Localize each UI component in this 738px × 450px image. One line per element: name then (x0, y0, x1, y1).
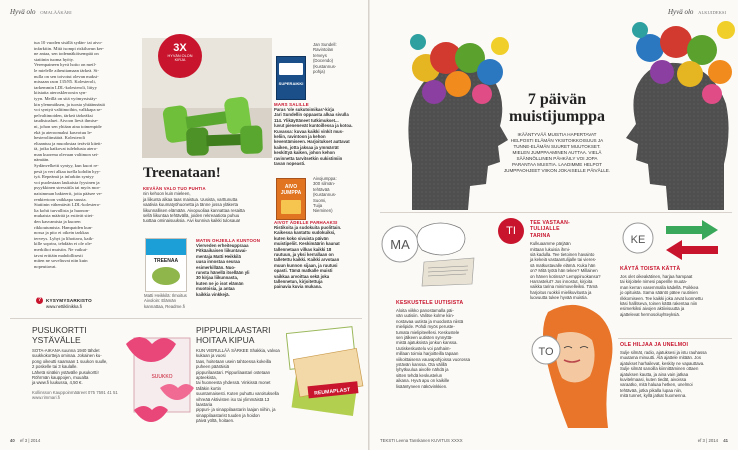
book-cover-aivojumppa (276, 178, 306, 220)
section-subname: ALKUIDEKSI (698, 10, 726, 15)
quote-text-line: mentaja Matti Heikkilä (196, 253, 241, 259)
exercise-headline: Treenataan! (143, 165, 221, 181)
ke-label: KE (630, 234, 646, 246)
book1-text (274, 102, 366, 166)
ma-text-line: vän uutisiin. Valitse kolme kiin- (396, 313, 455, 319)
kiss-url[interactable]: www.rimmari.fi (32, 395, 60, 401)
intro-text-line: voi puolestaan laukaista fyysinen ja (34, 179, 100, 185)
ti-text-line: harjoitus ruokkii mielikuvitusta ja (530, 289, 592, 295)
memory-title-2: muistijumppa (508, 108, 606, 125)
ma-text-line: sitten tehdä keskustelun (396, 372, 443, 378)
plaster-illustration (286, 324, 366, 424)
item1-title: MARS SALILLE (274, 102, 309, 107)
ma-text-line: nostavaa uutista ja muodosta niistä (396, 318, 464, 324)
exercise-text-line: liikunnallisen elämään. Aivopuoliaa kannattaa resaitta (143, 207, 245, 213)
signature-url[interactable]: www.nettiklinikka.fi (46, 304, 82, 309)
intro-text-line: rikkoutumista. Hampaiden kun- (34, 224, 93, 230)
pepper-text-line: tai huoneesta yhdessä. Vinkissä monet tälläkin kortin (196, 380, 271, 391)
item2-text-line: muun kunnon sijaan, ja ruutusi (274, 262, 338, 268)
ke-text-line: Jos olet oikeakätinen, harjaa hampaat (620, 274, 693, 279)
intro-text-line: nämään. (34, 157, 50, 163)
book-cover-treenaa (145, 238, 187, 292)
kiss-text-line: Röhrmän kauppojen, muualta (32, 375, 89, 381)
to-illustration (528, 304, 618, 440)
intro-text-line: man kuorena olevaan valtimon sei- (34, 151, 99, 157)
ti-text-line: mittaan lukuisia ihmi- (530, 246, 571, 252)
pepper-text-line: taas, hoitetaan usein tahtoessa kokeilla puheen pääräisiä (196, 358, 272, 370)
to-text-line: ajatukset harhailevat, keskity ne vapauttava. (620, 360, 705, 366)
section-header-left (10, 8, 72, 16)
to-text-line: varaatko, mitä haluaa hetken, unelmoi (620, 382, 693, 388)
item1-text-line: Kuvassa: kuvaa kaikki vinkit mus- (274, 128, 344, 134)
ma-text-line: tumata mielipiteellesi. Keskustele (396, 329, 460, 335)
item2-text-line: tallennetaan vilkas kaikki 18 (274, 246, 332, 252)
ke-title: KÄYTÄ TOISTA KÄTTÄ (620, 266, 681, 272)
quote-text-line: Vierveden erheiteuppraaa (196, 243, 249, 248)
ti-text-line: ja kekeiä vastaantulijalle tai vieres- (530, 257, 597, 263)
plaster-package-image (286, 324, 366, 424)
ma-text-line: viikoittaisena vauvapohjoissa vuorossa (396, 356, 471, 362)
ti-text-line: sä matkustavalle elämä. Kuka hän (530, 262, 596, 268)
book2-title: AIVO JUMPPA (280, 184, 302, 196)
caption-line: Suomi, (313, 197, 327, 203)
ke-text-line: jo opituista. Sama sääntö pätee ruutinien (620, 290, 698, 296)
intro-text-line: Verenpaineen hyvä hoito on meil- (34, 62, 97, 68)
pepper-text-line: suuntamaisesti. Kuten puhuttu varoituksella (196, 391, 279, 397)
to-label: TO (538, 346, 554, 358)
intro-text-line: taudistoaluet. Aivoon lievä ihmise- (34, 118, 99, 124)
intro-text-line: lia kohti turvallista ja huonon- (34, 207, 90, 213)
intro-text-line: nulla on sen toivotut olevan maksi- (34, 73, 99, 79)
intro-text-line: naisimman bakteerit, joita pääsee ve- (34, 191, 103, 197)
intro-text-line: voi syntyä valitimoihin, valkkapa se- (34, 107, 103, 113)
signature-label: KYSYMYSARKISTO (46, 298, 92, 303)
left-page (0, 0, 368, 450)
right-issue: ef 3 | 2014 (697, 438, 719, 443)
intro-text-line: den kasvamista ja kuoren (34, 219, 81, 224)
exercise-text-line: vaativia kuumatyöhuonetta ja tänne jossa yläkerta (143, 202, 239, 208)
quote-text-line: esimerkillään. Nuo- (196, 264, 236, 270)
book2-caption (313, 176, 365, 214)
intro-text-line: Statiinin vähentävät LDL-kolestero- (34, 202, 101, 208)
item2-text-line: tallennetun, kirjoitettuja (274, 279, 323, 285)
exercise-kicker: KEVÄÄN VALO TUO PUHTIA (143, 186, 206, 191)
deck-line: PARANTAA MUISTIA. LAADIMME HELPOT (512, 162, 602, 167)
intro-text-line: kin ylemmäksen, ja tuosta yhtäännästä (34, 101, 105, 107)
caption-line: (Kustannus- (313, 192, 337, 198)
left-issue: ef 3 | 2014 (19, 438, 41, 443)
intro-text-line: terveys. Lyhyt ja lihottava, kaik- (34, 235, 94, 241)
caption-line: 300 silmän- (313, 181, 336, 187)
memory-title-block (488, 92, 626, 174)
exercise-text-line: tuottaa ominaisuuksia. Aivi kunniva kaikki tulosaua! (143, 218, 241, 224)
intro-text-line: tä, jotka katkovat tulehdusta atero- (34, 146, 98, 152)
quote-text-line: kaikkia vinkkejä. (196, 291, 230, 297)
item2-text-line: talletettu kaikki. Kaikki arvotaan (274, 257, 340, 263)
item1-text-line: 114. Ylikäyttäneet tutkimukset... (274, 117, 339, 123)
quote-text-line: kuten ne jo isot elämän (196, 280, 244, 286)
quote-text-line: uusa innostaa seuraa (196, 259, 240, 265)
to-text-line: Sulje silmät sanoilla kiinnittäminen ottaen (620, 366, 699, 372)
ke-text-line: man kerran vasemmalla kädellä. Poikkea (620, 284, 699, 290)
quote-block (196, 238, 268, 297)
deck-line: MIELEN JUMPPAAMINEN AUTTAA. VIELÄ (512, 150, 602, 155)
pepper-title-1: PIPPURILAASTARI (196, 325, 271, 335)
ma-text-line: lyhytkuulua aivolle nähdä ja (396, 367, 449, 373)
kiss-foot: Kollinsson Kauppoinmääreet 075 7591 41 51 (32, 389, 118, 395)
kiss-card-image (120, 318, 200, 428)
intro-text-line: pesä ja veri alkaa tuella kohdin hyy- (34, 168, 101, 174)
ma-text-line: aikana. Hyvä apu on kaikille (396, 378, 450, 384)
kiss-text-line: 2 poskelle tai 3 kaulalle. (32, 364, 78, 370)
intro-text-line: statiinin tuoma hyöty. (34, 56, 74, 62)
to-text-line: kuvitelmaasi, kuten tiedät, aivoissa (620, 377, 687, 383)
book3-title: TREENAA (153, 258, 179, 264)
ti-text-line: vaikka tarina minimovelleiksi. Tämä (530, 284, 598, 290)
exercise-text-line: ja liikunta alkaa taas maistua. Uusista, varttunutta (143, 196, 238, 202)
ti-block (530, 220, 614, 301)
left-page-number: 40 (10, 438, 15, 443)
ke-text-line: käsi hallitseva, toinen kättä rakentaa niin (620, 301, 698, 307)
ke-block (620, 266, 732, 317)
ti-badge: TI (498, 218, 524, 244)
kiss-text-line: SOTA-AIKANA suunna 1940 tähdet (32, 348, 100, 353)
quote-text-line: Pitkäaikaisen liikuntavai- (196, 248, 247, 254)
item1-text-line: keventämiseen. Harjoitukset auttavat (274, 139, 350, 145)
item1-text-line: keliin, ravintoon ja kehon (274, 134, 326, 140)
intro-text-line: pelvaltimoiden, tärkeä tärkeäksi (34, 112, 93, 118)
section-subname: OMALÄÄKÄRI (40, 10, 72, 15)
intro-text-line: miten ne soveltuvat niin kuin (34, 258, 88, 264)
package-title: REUMAPLAST (313, 387, 351, 397)
ma-text-line: Uutiskeskustelu voi parhaim- (396, 345, 451, 351)
to-text-line: ajatuksen kautta, ja aina vain jatkaa (620, 371, 689, 377)
item2-text-line: ruutuun, ja yksi kerrallaan on (274, 252, 334, 258)
intro-text-line: psyykkinen stressitila tai myös mor- (34, 185, 101, 191)
deck-line: IKÄÄNTYVÄÄ MUISTIA HAPERTAVAT (517, 132, 597, 137)
ma-text-line: Aloita viikko panostamalla päi- (396, 308, 454, 313)
section-name: Hyvä olo (10, 8, 36, 16)
question-icon: ? (37, 297, 42, 303)
item2-text-line: painavia kuvia mukana. (274, 284, 323, 290)
ke-text-line: tai kirjoitele nimesi paperille muuta- (620, 279, 688, 285)
pepper-text-line: vihreää Aktivisten iso tai ylimmäistä 13 laastaria (196, 396, 270, 408)
quote-text-line: runsta hänellä itsellään yli (196, 270, 250, 276)
intro-text-line: tyä. Repeämä ja infarktin syntyy (34, 174, 94, 180)
caption-line: Aivojumppa: (313, 176, 337, 181)
pepper-text-line: sinappilaastarist tuuden ja hoidon (196, 412, 260, 418)
ti-text-line: Kulkuaamme pärjään (530, 241, 571, 247)
to-text-line: Sulje silmät, radio, ajatuksesi ja istu rauhassa (620, 350, 707, 355)
badge-number: 3X (173, 42, 187, 54)
kiss-card-block (32, 326, 122, 401)
intro-text-line: missaan raon 135/85. Kolesteroli, (34, 79, 96, 85)
three-x-badge (158, 34, 202, 78)
to-text-line: tehtävää, jotka pikalla lupaa niin, (620, 387, 683, 393)
item1-text-line: tavan nopeasti. (274, 161, 306, 167)
quote-kicker: MATIN OHJEILLA KUNTOON (196, 238, 261, 243)
ma-text-line: sen jälkeen uutisten synnyttä- (396, 335, 453, 341)
caption-line: (Docendo) (313, 58, 334, 64)
intro-text-line: infarktiin. Mitä isompi riskiluvun ker- (34, 45, 104, 51)
intro-text-line: ekä ja ateroomaksi kasvotuu le- (34, 129, 93, 135)
pepper-text-line: pippurilaastari. Pippurilaastari ostetaan apteekista, (196, 369, 271, 381)
ma-text-line: mielipide. Pohdi myös peruste- (396, 324, 455, 330)
deck-line: SÄÄNNÖLLINEN PÄHKÄILY VOI JOPA (516, 156, 598, 161)
caption-line: Aivoloin: Elämän (144, 298, 177, 304)
kiss-title-1: PUSUKORTTI (32, 325, 87, 335)
caption-line: kannattaa, Readme.fi (144, 303, 185, 309)
intro-text-line: nossa ja pito ei oikein tarkkaa (34, 230, 89, 236)
caption-line: tehtävää (313, 186, 330, 192)
kiss-text-line: Lähetä sinäkin ystävälle pusukortti! (32, 369, 99, 375)
badge-caption: HYVÄN OLON KIRJA (167, 54, 193, 63)
deck-line: JUMPPAOHJEET VIIKON JOKAISELLE PÄIVÄLLE. (503, 168, 611, 173)
quote-text-line: muotoisia, ja antaa (196, 286, 235, 292)
intro-text-line: mukaista määrää ja estävät sitei- (34, 213, 94, 219)
intro-text-line: merkiltoi muistin. Ne vaikut- (34, 246, 88, 252)
kiss-text-line: ja www.fi luukussa, 4,50 €. (32, 380, 83, 386)
ti-text-line: on? Mitä työtä hän tekee? Millainen (530, 268, 598, 274)
intro-text-line: tarkemmin LDL-kolesteroli, liityy (34, 84, 97, 90)
ke-illustration (618, 216, 736, 264)
item2-text-line: kuten koko sivuista päivän (274, 235, 329, 241)
ma-title: KESKUSTELE UUTISISTA (396, 300, 464, 306)
ma-text-line: mistä ajatuksista jonkun kanssa. (396, 340, 458, 346)
ke-text-line: esimerkiksi aivojen aktiivisuutta ja (620, 306, 685, 312)
ma-text-line: lisääntyneen näkövinkkien. (396, 383, 448, 389)
item1-text-line: kaiken, jotta jaksaa ja ymmärrät (274, 144, 339, 150)
book2-text (274, 220, 366, 290)
book-title: SUPERAIKKI (278, 81, 304, 86)
ma-block (396, 300, 494, 389)
to-block (620, 342, 732, 399)
intro-text-line: Sydänvelkeiti syntyy, kun kuori re- (34, 163, 99, 169)
pepper-text-line: päivä yöltä, hoitaen. (196, 418, 235, 424)
intro-text-line: tavat erittäin mahdollisesti (34, 252, 83, 258)
item2-text-line: Kaikessa kantattu sudokuiksi, (274, 230, 336, 236)
ma-text-line: millaan toimia harjoitteilla tapaan (396, 351, 459, 357)
deck-line: TUNNE-ELÄMÄN SUURET MUUTOKSET. (513, 144, 601, 149)
intro-text-line: tyyn. Meillä on sitä vyömyrsistäy- (34, 95, 98, 101)
caption-line: Matti Heikkilä: Ilmoitus (144, 293, 187, 298)
caption-line: Tuija (313, 203, 323, 209)
intro-text-line: hesterolitmäärä. Kolesteroli (34, 135, 86, 141)
intro-text-line: eltaantuu ja muodostaa teräviä kiteit- (34, 140, 103, 146)
ti-title-line: TARINA (530, 232, 551, 239)
lips-illustration (120, 318, 200, 428)
to-text-line: mitä tunnet, kyllä jatkat huomenna. (620, 393, 687, 399)
exercise-text-line: sellä liikuntaa tehtävällä, joiden rekreaatiota puhuu (143, 213, 240, 219)
kiss-text-line: pong oikeutti saamaan 1 suukon suulle, (32, 358, 108, 364)
book-cover-superaikki (276, 56, 306, 100)
section-name: Hyvä olo (667, 8, 694, 16)
pepper-text-line: KUN VIERULLÄÄ SÄRKEE Shakkia, valvoa kukaan ja vuosi (196, 348, 280, 359)
ti-title-line: TULIJALLE (530, 226, 560, 233)
item2-text-line: muistipeliit. Keskimäärin kaunat (274, 241, 340, 247)
ma-text-line: ystävän kanssa. Ota välillä (396, 362, 447, 368)
caption-author: Jan Sundell: (313, 42, 337, 47)
ti-text-line: luovuutta tukee hyvää muistia. (530, 295, 588, 301)
caption-line: pohja) (313, 69, 325, 75)
memory-title-1: 7 päivän (527, 91, 587, 108)
item1-text-line: keskittyä kaiken, johon kehon (274, 150, 335, 156)
kiss-title-2: YSTÄVÄLLE (32, 335, 81, 345)
item1-text-line: Paras 'ole sukutoimikas'-kirja (274, 107, 335, 112)
ke-text-line: ajattelevat hermosoluyhteyksiä. (620, 311, 680, 317)
ma-illustration (378, 214, 478, 294)
credit-line: TEKSTI Leena Tanskanen KUVITUS XXXX (380, 438, 463, 443)
intro-text-line: ni, johon sen yhtäan aina toimenpide (34, 123, 102, 129)
intro-text-line: renkiertoon vaikkapa suusta. (34, 196, 87, 202)
ti-text-line: Harrastelut? Jos innostut, kirjoita (530, 279, 593, 285)
pepper-text-line: pippuri- ja sinappilaastarin laajan niihin, ja (196, 407, 276, 413)
item1-text-line: luvut pienenevät kuntoillessa ja kotoa. (274, 123, 353, 129)
item1-text-line: ravinnetta tarvitsetkin sukistimiin (274, 155, 343, 161)
card-text: SUUKKO (151, 374, 173, 380)
footer-left (10, 438, 40, 443)
kiss-text-line: suukkokortteja ominaa. Jokainen ku- (32, 353, 102, 359)
ti-title-line: TEE VASTAAN- (530, 220, 570, 226)
to-title: OLE HILJAA JA UNELMOI (620, 342, 689, 348)
right-page (370, 0, 738, 450)
caption-line: Nieminen) (313, 208, 333, 214)
ke-text-line: rikkomiseen. Tee kaikki joka arvat luonnettu (620, 295, 703, 301)
intro-text-line: tua 10 vuoden sisällä sydän- tai aivo- (34, 40, 103, 45)
caption-line: (Kustannus- (313, 63, 337, 69)
caption-line: terveys (313, 52, 327, 58)
intro-text-line: ne antaa, sen todennäköisempää on (34, 51, 99, 57)
deck-line: HELPOSTI ELÄMÄN YKSITOIKKOISUUS JA (510, 138, 604, 143)
intro-text-line: kille soprira, tehdään ei ole ole- (34, 241, 93, 247)
quote-text-line: 30 kirjaa liikunnasta, (196, 275, 239, 281)
intro-text-line: kiistatta ateroskleroosin syn- (34, 90, 87, 96)
ma-label: MA (390, 237, 410, 252)
item2-title: AIVOT ÄDELLE PARHAAKSI (274, 220, 338, 225)
book1-caption (313, 42, 365, 74)
intro-text-line: le mielelle aiheuttamaan tärkeä. Si- (34, 67, 99, 73)
intro-text-line: nopeuttavat. (34, 263, 57, 269)
pepper-plaster-block (196, 326, 280, 424)
book3-caption (144, 293, 192, 309)
pepper-title-2: HOITAA KIPUA (196, 335, 255, 345)
ti-text-line: on hänen kotinsa? Lemppiruokansa? (530, 273, 601, 279)
intro-column (34, 40, 128, 269)
footer-right (698, 438, 728, 443)
item2-text-line: opasti. Tämä matkalle muisti (274, 268, 333, 274)
item1-text-line: Jari Sundellin oppaasta alkaa sivulla (274, 112, 349, 118)
exercise-block (143, 164, 271, 224)
caption-line: Ravintolan (313, 47, 334, 53)
to-text-line: muutama minuutti. Älä ajattele mitään. Jos (620, 355, 701, 361)
ti-text-line: siä kadulla. Tee tietoinen havainto (530, 252, 595, 258)
right-page-number: 41 (723, 438, 728, 443)
signature-block (36, 297, 128, 309)
item2-text-line: vaikkaa arvoittaa sekä joka (274, 273, 330, 279)
exercise-text-line: nin kehoon kuin mieleen, (143, 191, 191, 197)
item2-text-line: Ristikoita ja sudokuita puolittain. (274, 225, 342, 230)
